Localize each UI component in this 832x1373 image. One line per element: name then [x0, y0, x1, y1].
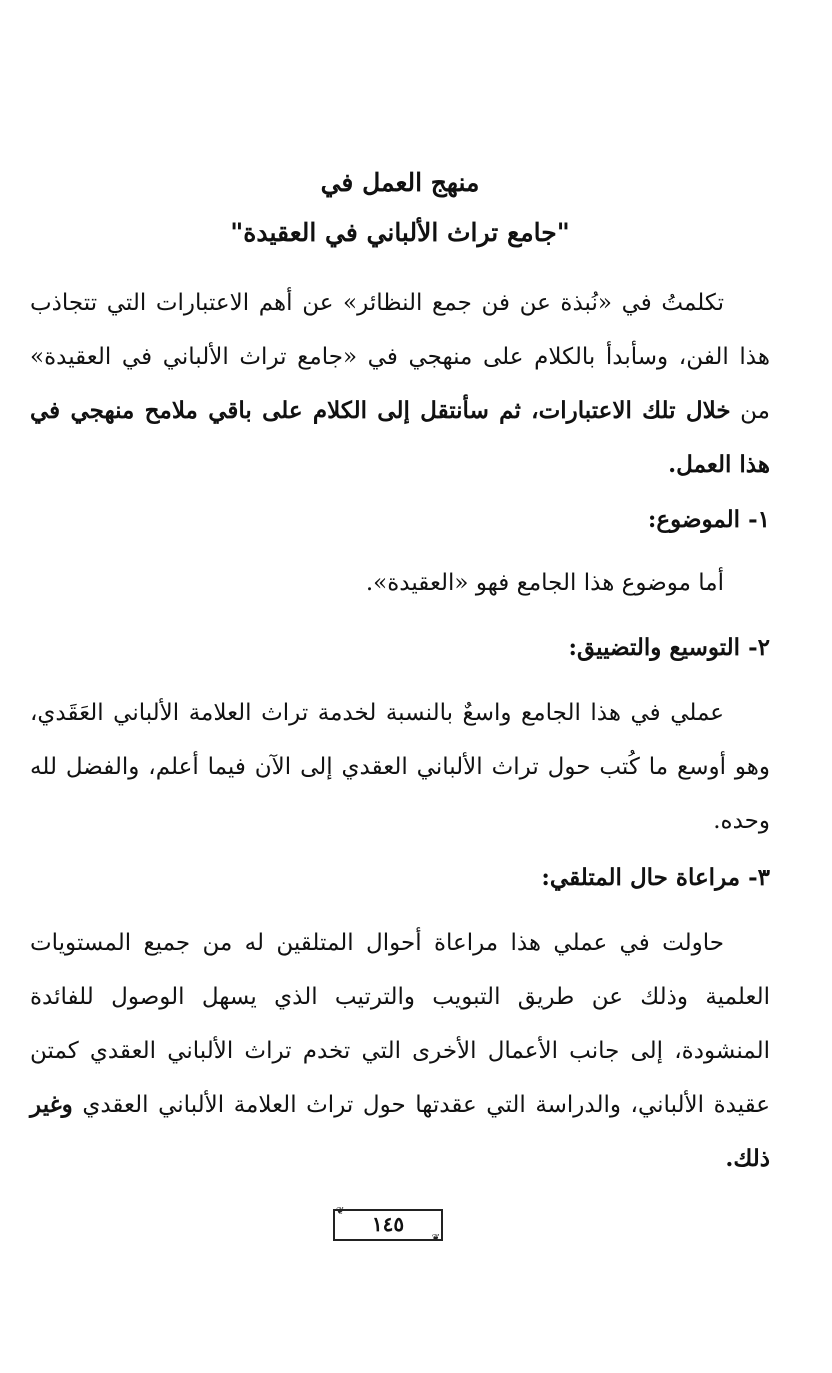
page-number: ١٤٥: [371, 1212, 405, 1236]
ornament-icon: ❦: [431, 1233, 440, 1244]
chapter-title-line-1: منهج العمل في: [320, 168, 480, 197]
section-text-audience-end: وغير ذلك.: [30, 1091, 770, 1172]
intro-sentence-2: خلال تلك الاعتبارات، ثم سأنتقل إلى الكلام على باقي ملامح منهجي في هذا العمل.: [30, 397, 770, 478]
ornament-icon: ❦: [336, 1206, 345, 1217]
section-heading-subject: ١- الموضوع:: [647, 506, 770, 533]
section-text-subject: أما موضوع هذا الجامع فهو «العقيدة».: [365, 570, 724, 596]
book-page: [30, 0, 770, 1373]
section-text-scope: عملي في هذا الجامع واسعٌ بالنسبة لخدمة تراث العلامة الألباني العَقَدي، وهو أوسع ما كُتب حول تراث الألباني العقدي إلى الآن فيما أعلم، والفضل لله وحده.: [30, 700, 770, 834]
section-heading-audience: ٣- مراعاة حال المتلقي:: [541, 864, 770, 891]
section-text-audience: [30, 916, 770, 1186]
chapter-title-line-2: "جامع تراث الألباني في العقيدة": [230, 218, 570, 247]
section-heading-scope: ٢- التوسيع والتضييق:: [568, 634, 770, 661]
page-number-frame: [333, 1205, 443, 1245]
intro-paragraph: [30, 276, 770, 492]
intro-sentence-1: تكلمتُ في «نُبذة عن فن جمع النظائر» عن أهم الاعتبارات التي تتجاذب هذا الفن، وسأبدأ بالكلام على منهجي في «جامع تراث الألباني في العقيدة» من: [30, 290, 770, 424]
section-text-audience-body: حاولت في عملي هذا مراعاة أحوال المتلقين له من جميع المستويات العلمية وذلك عن طريق التبويب والترتيب الذي يسهل الوصول للفائدة المنشودة، إلى جانب الأعمال الأخرى التي تخدم تراث الألباني العقدي كمتن عقيدة الألباني، والدراسة التي عقدتها حول تراث العلامة الألباني العقدي: [30, 930, 771, 1118]
